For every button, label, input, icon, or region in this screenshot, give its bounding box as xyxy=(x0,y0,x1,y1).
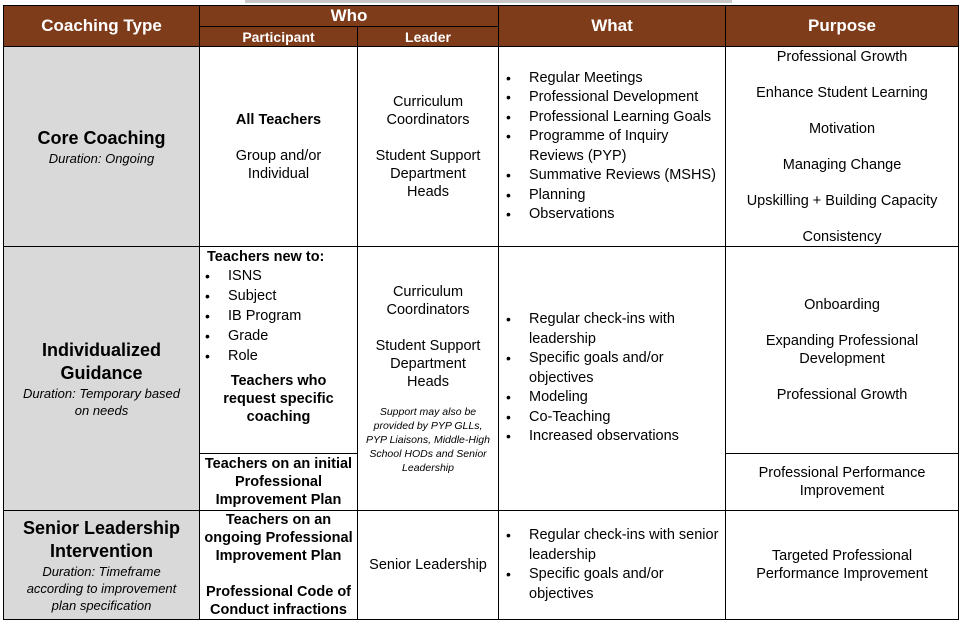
header-what: What xyxy=(499,6,726,47)
senior-title: Senior Leadership Intervention xyxy=(22,517,181,561)
list-item: • Subject xyxy=(200,286,357,306)
senior-participant-conduct: Professional Code of Conduct infractions xyxy=(205,584,352,618)
individualized-purpose-initial: Professional Performance Improvement xyxy=(726,454,959,511)
individualized-title: Individualized Guidance xyxy=(41,339,161,383)
purpose-item: Professional Growth xyxy=(776,49,908,65)
purpose-item: Expanding Professional Development xyxy=(765,333,919,367)
individualized-participant xyxy=(200,247,358,454)
purpose-item: Consistency xyxy=(802,229,882,245)
core-participant xyxy=(200,47,358,247)
individualized-request: Teachers who request specific coaching xyxy=(223,373,334,425)
list-item: • Regular check-ins with senior leadership xyxy=(499,526,725,565)
list-item: • Planning xyxy=(499,186,725,206)
list-item: • Specific goals and/or objectives xyxy=(499,349,725,388)
core-purpose xyxy=(726,47,959,247)
list-item: • Increased observations xyxy=(499,427,725,447)
list-item: • Regular Meetings xyxy=(499,69,725,89)
core-duration: Duration: Ongoing xyxy=(48,150,155,166)
purpose-item: Upskilling + Building Capacity xyxy=(746,193,938,209)
core-leader-1: Curriculum Coordinators xyxy=(386,93,470,128)
list-item: • ISNS xyxy=(200,266,357,286)
individualized-new-label: Teachers new to: xyxy=(207,249,325,265)
individualized-type-cell xyxy=(4,247,200,511)
list-item: • Observations xyxy=(499,205,725,225)
list-item: • Professional Learning Goals xyxy=(499,108,725,128)
purpose-item: Professional Growth xyxy=(776,387,908,403)
individualized-initial: Teachers on an initial Professional Improvement Plan xyxy=(200,454,358,511)
header-coaching-type: Coaching Type xyxy=(4,6,200,47)
list-item: • Regular check-ins with leadership xyxy=(499,310,725,349)
core-leader-2: Student Support Department Heads xyxy=(375,147,481,200)
individualized-duration: Duration: Temporary based on needs xyxy=(22,385,181,418)
core-participant-text: Group and/or Individual xyxy=(235,147,322,182)
list-item: • Programme of Inquiry Reviews (PYP) xyxy=(499,127,725,166)
header-purpose: Purpose xyxy=(726,6,959,47)
list-item: • Co-Teaching xyxy=(499,408,725,428)
core-participant-bold: All Teachers xyxy=(235,111,322,128)
coaching-table xyxy=(3,5,959,620)
core-what xyxy=(499,47,726,247)
individualized-leader-1: Curriculum Coordinators xyxy=(386,283,470,318)
purpose-item: Enhance Student Learning xyxy=(756,85,928,101)
senior-leader: Senior Leadership xyxy=(358,511,499,620)
individualized-what xyxy=(499,247,726,511)
header-who: Who xyxy=(200,6,499,27)
individualized-leader xyxy=(358,247,499,511)
list-item: • Grade xyxy=(200,326,357,346)
header-participant: Participant xyxy=(200,27,358,47)
core-leader xyxy=(358,47,499,247)
purpose-item: Motivation xyxy=(808,121,876,137)
purpose-item: Managing Change xyxy=(782,157,902,173)
list-item: • Role xyxy=(200,346,357,366)
list-item: • Specific goals and/or objectives xyxy=(499,565,725,604)
header-leader: Leader xyxy=(358,27,499,47)
senior-purpose: Targeted Professional Performance Improvement xyxy=(726,511,959,620)
senior-type-cell xyxy=(4,511,200,620)
senior-participant-ongoing: Teachers on an ongoing Professional Improvement Plan xyxy=(204,512,353,564)
purpose-item: Onboarding xyxy=(804,297,880,313)
list-item: • Professional Development xyxy=(499,88,725,108)
core-title: Core Coaching xyxy=(37,127,166,148)
list-item: • IB Program xyxy=(200,306,357,326)
list-item: • Summative Reviews (MSHS) xyxy=(499,166,725,186)
individualized-leader-note: Support may also be provided by PYP GLLs, PYP Liaisons, Middle-High School HODs and Senior Leadership xyxy=(366,405,490,474)
senior-what xyxy=(499,511,726,620)
senior-participant xyxy=(200,511,358,620)
core-type-cell xyxy=(4,47,200,247)
list-item: • Modeling xyxy=(499,388,725,408)
senior-duration: Duration: Timeframe according to improvement plan specification xyxy=(26,563,177,613)
top-strip xyxy=(245,0,732,3)
individualized-purpose xyxy=(726,247,959,454)
individualized-leader-2: Student Support Department Heads xyxy=(375,337,481,390)
